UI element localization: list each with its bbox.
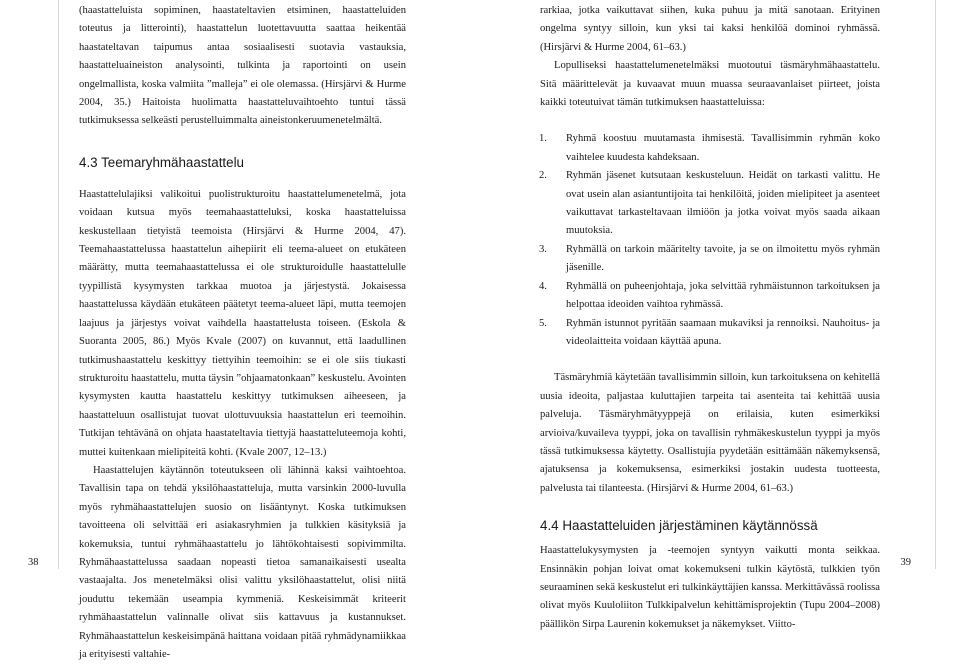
left-paragraph-2: Haastattelujen käytännön toteutukseen oli lähinnä kaksi vaihtoehtoa. Tavallisin tapa on tehdä yksilöhaastatteluja, mutta varsinkin 2000-luvulla myös ryhmähaastattelujen suosio on lisääntynyt. Koska tutkimuksen tavoitteena oli selvittää eri asiakasryhmien ja tulkkien käsityksiä ja kokemuksia, tuntui ryhmähaastattelu jo lähtökohtaisesti sopivimmilta. Ryhmähaastattelussa saadaan nopeasti tietoa samanaikaisesti usealta vastaajalta. Jos menetelmäksi olisi valittu yksilöhaastattelut, olisi niitä jouduttu tekemään useampia kymmeniä. Keskeisimmät kriteerit ryhmähaastattelun valinnalle olivat siis kattavuus ja kustannukset. Ryhmähaastattelun keskeisimpänä haittana voidaan pitää ryhmädynamiikkaa ja erityisesti valtahie- [79,464,406,660]
list-number: 1. [539,133,547,145]
right-paragraph-2: Täsmäryhmiä käytetään tavallisimmin silloin, kun tarkoituksena on kehitellä uusia ideoita, paljastaa kuluttajien tarpeita tai asenteita tai kehittää uusia palveluja. Täsmäryhmätyyppejä on erilaisia, kuten esimerkiksi arvioiva/kuvaileva tyyppi, joka on tavallisin ryhmäkeskustelun tyyppi ja myös tässä tutkimuksessa käytetty. Osallistujia pyydetään esittämään näkemyksensä, ajatuksensa ja kokemuksensa, esimerkiksi jostakin uudesta tuotteesta, palvelusta tai tilanteesta. (Hirsjärvi & Hurme 2004, 61–63.) [540,372,880,494]
gutter-rule-left [58,0,59,569]
right-intro-paragraph: rarkiaa, jotka vaikuttavat siihen, kuka puhuu ja mitä sanotaan. Erityinen ongelma syntyy silloin, kun yksi tai kaksi henkilöä dominoi ryhmässä. (Hirsjärvi & Hurme 2004, 61–63.) [540,5,880,53]
section-heading-4-3: 4.3 Teemaryhmähaastattelu [79,154,245,170]
section-heading-4-4: 4.4 Haastatteluiden järjestäminen käytännössä [540,518,818,534]
list-number: 5. [539,317,547,329]
list-text: Ryhmällä on tarkoin määritelty tavoite, ja se on ilmoitettu myös ryhmän jäsenille. [566,243,880,274]
list-item [539,130,880,167]
list-number: 2. [539,170,547,182]
list-item [539,167,880,241]
page-number-right: 39 [900,557,911,568]
feature-list [539,130,880,351]
list-text: Ryhmän jäsenet kutsutaan keskusteluun. Heidät on tarkasti valittu. He ovat usein alan asiantuntijoita tai henkilöitä, joiden mielipiteet ja asenteet vaikuttavat tarkasteltavaan ilmiöön ja jotka voivat myös saada aikaan muutoksia. [566,170,880,237]
left-intro-paragraph: (haastatteluista sopiminen, haastateltavien etsiminen, haastatteluiden toteutus ja litterointi), haastattelun luotettavuutta saattaa heikentää haastateltavan taipumus antaa sosiaalisesti suotavia vastauksia, haastatteluaineiston analysointi, tulkinta ja raportointi on usein ongelmallista, koska valmiita ”malleja” ei ole olemassa. (Hirsjärvi & Hurme 2004, 35.) Haitoista huolimatta haastatteluvaihtoehto tuntui tässä tutkimuksessa selkeästi perustelluimmalta aineistonkeruumenetelmältä. [79,5,406,127]
left-page-column [79,2,406,664]
left-paragraph-1: Haastattelulajiksi valikoitui puolistrukturoitu haastattelumenetelmä, jota voidaan kutsua myös teemahaastatteluksi, koska haastatteluissa keskustellaan tietyistä teemoista (Hirsjärvi & Hurme 2004, 47). Teemahaastattelussa haastattelun aihepiirit eli teema-alueet on etukäteen määrätty, mutta teemahaastattelussa ei ole strukturoidulle haastattelulle tyypillistä kysymysten tarkkaa muotoa ja järjestystä. Jokaisessa haastattelussa käydään etukäteen päätetyt teema-alueet läpi, mutta teemojen laajuus ja järjestys voivat vaihdella haastattelusta toiseen. (Eskola & Suoranta 2005, 86.) Myös Kvale (2007) on kuvannut, että laadullinen tutkimushaastattelu keskittyy tiettyihin teemoihin: se ei ole siis tiukasti strukturoitu haastattelu, mutta täysin ”ohjaamatonkaan” keskustelu. Avointen kysymysten kautta haastattelu keskittyy tutkimuksen aiheeseen, ja haastatteluun osallistujat tuovat ulottuvuuksia haastattelun eri teemoihin. Tutkijan tehtävänä on ohjata haastateltavia tiettyjä haastatteluteemoja kohti, muttei kuitenkaan mielipiteitä kohti. (Kvale 2007, 12–13.) [79,188,406,458]
list-number: 3. [539,243,547,255]
list-item [539,315,880,352]
list-text: Ryhmällä on puheenjohtaja, joka selvittää ryhmäistunnon tarkoituksen ja helpottaa ideoiden vaihtoa ryhmässä. [566,280,880,311]
right-paragraph-3: Haastattelukysymysten ja -teemojen syntyyn vaikutti monta seikkaa. Ensinnäkin pohjan loivat omat kokemukseni tulkin käytöstä, tulkkien työn seuraaminen sekä keskustelut eri tulkinkäyttäjien kanssa. Merkittävässä roolissa olivat myös Kuuloliiton Tulkkipalvelun kehittämisprojektin (Tupu 2004–2008) päällikön Sirpa Laurenin kokemukset ja näkemykset. Viitto- [540,545,880,630]
list-text: Ryhmän istunnot pyritään saamaan mukaviksi ja rennoiksi. Nauhoitus- ja videolaitteita voidaan käyttää apuna. [566,317,880,347]
gutter-rule-right [935,0,936,569]
list-text: Ryhmä koostuu muutamasta ihmisestä. Tavallisimmin ryhmän koko vaihtelee kuudesta kahdeksaan. [566,133,880,163]
list-item [539,241,880,278]
list-number: 4. [539,280,547,292]
right-page-column [540,2,880,634]
list-item [539,278,880,315]
page-number-left: 38 [28,557,39,568]
right-paragraph-indent: Lopulliseksi haastattelumenetelmäksi muotoutui täsmäryhmähaastattelu. Sitä määrittelevät ja kuvaavat muun muassa seuraavanlaiset piirteet, joista kaikki toteutuivat tämän tutkimuksen haastatteluissa: [540,60,880,109]
